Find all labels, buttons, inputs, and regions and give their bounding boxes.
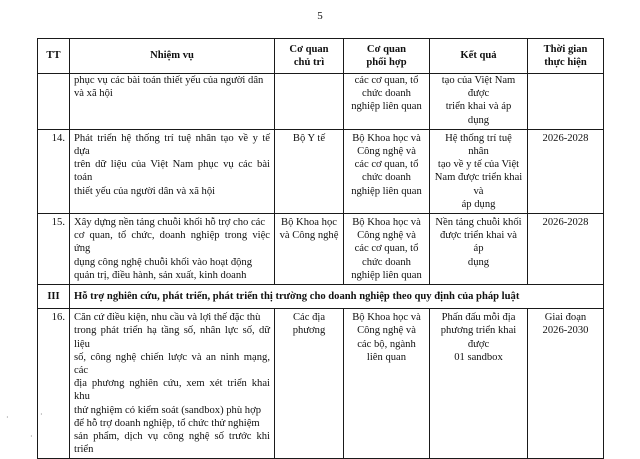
cell-result xyxy=(430,74,528,130)
cell-tt xyxy=(38,74,70,130)
table-row xyxy=(38,129,604,213)
cell-line: Giai đoạn xyxy=(544,312,587,324)
cell-line: phương xyxy=(292,325,326,337)
cell-line: Bộ Y tế xyxy=(292,132,326,144)
task-table xyxy=(37,38,604,459)
cell-line: Bộ Khoa học xyxy=(281,217,337,229)
cell-tt: 14. xyxy=(38,129,70,213)
cell-line: Công nghệ và xyxy=(357,325,416,337)
cell-line: Các địa xyxy=(292,312,326,324)
cell-result xyxy=(430,129,528,213)
cell-task xyxy=(70,309,275,459)
header-line: Thời gian xyxy=(543,43,588,55)
cell-line: các cơ quan, tổ xyxy=(354,75,419,86)
section-row xyxy=(38,285,604,309)
cell-line: chức doanh xyxy=(362,88,411,100)
cell-tt: 15. xyxy=(38,214,70,285)
cell-line: Công nghệ và xyxy=(357,230,416,242)
cell-line: tạo về y tế của Việt xyxy=(437,159,520,171)
cell-line: Phát triển hệ thống trí tuệ nhân tạo về y tế dựa xyxy=(74,132,270,158)
cell-coop-agency xyxy=(344,214,430,285)
cell-line: Bộ Khoa học và xyxy=(352,312,421,324)
cell-line: để hỗ trợ doanh nghiệp, tổ chức thử nghiệm xyxy=(74,417,260,429)
header-line: Cơ quan xyxy=(366,43,407,55)
header-line: phối hợp xyxy=(366,57,407,68)
header-result: Kết quả xyxy=(430,39,528,74)
cell-line: phương triển khai được xyxy=(440,325,517,350)
table-row xyxy=(38,74,604,130)
cell-line: chức doanh xyxy=(362,172,411,184)
cell-line: địa phương nghiên cứu, xem xét triển khai khu xyxy=(74,378,270,403)
cell-line: thiết yếu của người dân và xã hội xyxy=(74,185,216,197)
cell-line: sản phẩm, dịch vụ công nghệ số trước khi triển xyxy=(74,431,270,456)
cell-line: Công nghệ và xyxy=(357,146,416,158)
scan-speck: · xyxy=(6,413,9,422)
cell-task xyxy=(70,74,275,130)
header-tt: TT xyxy=(38,39,70,74)
cell-line: trên dữ liệu của Việt Nam phục vụ các bài toán xyxy=(74,159,270,184)
cell-result xyxy=(430,214,528,285)
cell-time xyxy=(528,309,604,459)
cell-line: Phấn đấu mỗi địa xyxy=(441,312,516,324)
cell-line: trong phát triển hạ tầng số, nhân lực số, dữ liệu xyxy=(74,325,270,350)
cell-line: quản trị, điều hành, sản xuất, kinh doanh xyxy=(74,269,247,281)
cell-line: cơ quan, tổ chức, doanh nghiệp trong việc ứng xyxy=(74,230,270,255)
cell-line: Căn cứ điều kiện, nhu cầu và lợi thế đặc thù xyxy=(74,312,261,324)
cell-line: nghiệp liên quan xyxy=(351,185,422,197)
cell-line: liên quan xyxy=(366,351,407,363)
cell-task xyxy=(70,129,275,213)
cell-lead-agency xyxy=(275,74,344,130)
cell-line: triển khai và áp dụng xyxy=(445,101,512,126)
table-header-row xyxy=(38,39,604,74)
table-row xyxy=(38,214,604,285)
cell-line: Nam được triển khai và xyxy=(434,172,523,197)
cell-line: nghiệp liên quan xyxy=(351,101,422,113)
cell-line: các bộ, ngành xyxy=(357,338,416,350)
cell-coop-agency xyxy=(344,129,430,213)
cell-line: và xã hội xyxy=(74,88,113,100)
cell-line: và Công nghệ xyxy=(279,230,339,242)
cell-line: các cơ quan, tổ xyxy=(354,243,419,255)
header-time xyxy=(528,39,604,74)
section-title: Hỗ trợ nghiên cứu, phát triển, phát triển thị trường cho doanh nghiệp theo quy định của pháp luật xyxy=(70,285,604,309)
cell-result xyxy=(430,309,528,459)
cell-line: Bộ Khoa học và xyxy=(352,217,421,229)
cell-time xyxy=(528,74,604,130)
header-line: thực hiện xyxy=(544,57,587,68)
cell-coop-agency xyxy=(344,74,430,130)
cell-lead-agency xyxy=(275,129,344,213)
header-task: Nhiệm vụ xyxy=(70,39,275,74)
cell-coop-agency xyxy=(344,309,430,459)
table-row xyxy=(38,309,604,459)
cell-line: 01 sandbox xyxy=(454,351,503,363)
cell-line: dụng công nghệ chuỗi khối vào hoạt động xyxy=(74,256,253,268)
cell-tt: 16. xyxy=(38,309,70,459)
cell-lead-agency xyxy=(275,214,344,285)
section-number: III xyxy=(38,285,70,309)
scan-speck: · xyxy=(40,410,43,419)
cell-line: Xây dựng nền tảng chuỗi khối hỗ trợ cho các xyxy=(74,217,266,229)
header-lead-agency xyxy=(275,39,344,74)
cell-time xyxy=(528,129,604,213)
cell-line: số, công nghệ chiến lược và an ninh mạng, các xyxy=(74,351,270,377)
cell-line: Bộ Khoa học và xyxy=(352,132,421,144)
cell-line: được triển khai và áp xyxy=(440,230,517,255)
cell-line: 2026-2028 xyxy=(542,132,589,144)
cell-line: Nền tảng chuỗi khối xyxy=(435,217,522,229)
page-number: 5 xyxy=(317,10,323,22)
cell-lead-agency xyxy=(275,309,344,459)
scan-speck: · xyxy=(30,432,33,441)
cell-line: dụng xyxy=(467,256,490,268)
cell-line: tạo của Việt Nam được xyxy=(441,75,516,100)
cell-line: thử nghiệm có kiểm soát (sandbox) phù hợp xyxy=(74,404,261,416)
cell-line: chức doanh xyxy=(362,256,411,268)
cell-time xyxy=(528,214,604,285)
cell-line: Hệ thống trí tuệ nhân xyxy=(445,132,512,158)
cell-line: phục vụ các bài toán thiết yếu của người dân xyxy=(74,75,264,86)
cell-line: áp dụng xyxy=(461,198,496,210)
cell-line: nghiệp liên quan xyxy=(351,269,422,281)
cell-line: 2026-2028 xyxy=(542,217,589,229)
cell-line: các cơ quan, tổ xyxy=(354,159,419,171)
header-line: chủ trì xyxy=(293,57,325,68)
header-line: Cơ quan xyxy=(289,43,329,55)
cell-task xyxy=(70,214,275,285)
cell-line: 2026-2030 xyxy=(542,325,589,337)
header-coop-agency xyxy=(344,39,430,74)
